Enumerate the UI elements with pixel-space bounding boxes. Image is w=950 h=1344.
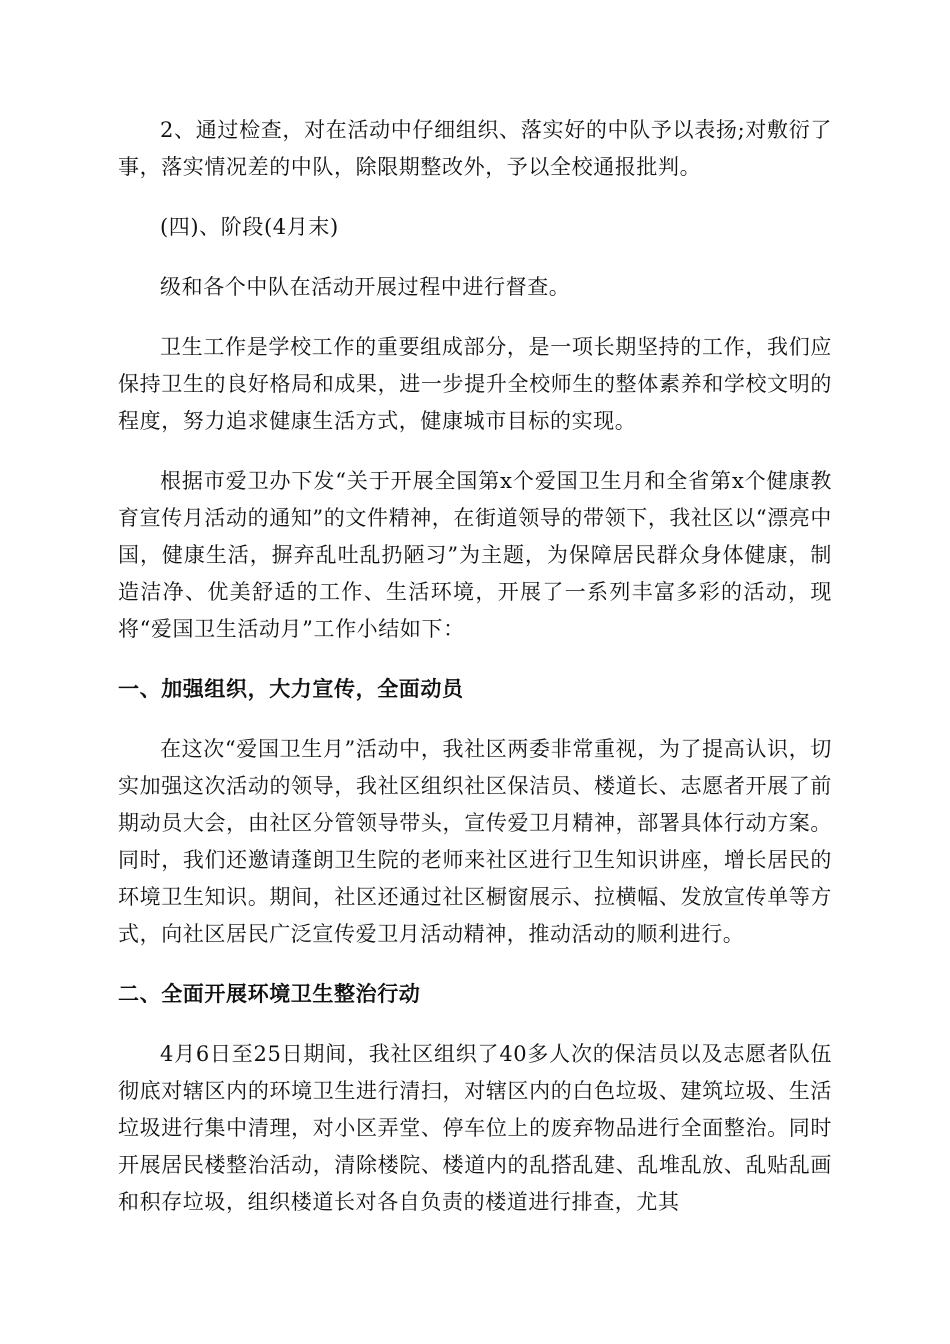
paragraph-organization: 在这次“爱国卫生月”活动中，我社区两委非常重视，为了提高认识，切实加强这次活动的领导，我社区组织社区保洁员、楼道长、志愿者开展了前期动员大会，由社区分管领导带头，宣传爱卫月精神，部署具体行动方案。同时，我们还邀请蓬朗卫生院的老师来社区进行卫生知识讲座，增长居民的环境卫生知识。期间，社区还通过社区橱窗展示、拉横幅、发放宣传单等方式，向社区居民广泛宣传爱卫月活动精神，推动活动的顺利进行。 [118,737,832,946]
document-body [118,112,832,1244]
section-heading-1: 一、加强组织，大力宣传，全面动员 [118,677,464,701]
paragraph-environment: 4月6日至25日期间，我社区组织了40多人次的保洁员以及志愿者队伍彻底对辖区内的环境卫生进行清扫，对辖区内的白色垃圾、建筑垃圾、生活垃圾进行集中清理，对小区弄堂、停车位上的废弃物品进行全面整治。同时开展居民楼整治活动，清除楼院、楼道内的乱搭乱建、乱堆乱放、乱贴乱画和积存垃圾，组织楼道长对各自负责的楼道进行排查，尤其 [118,1042,832,1214]
paragraph-supervision: 级和各个中队在活动开展过程中进行督查。 [160,275,571,299]
paragraph-summary-intro: 根据市爱卫办下发“关于开展全国第x个爱国卫生月和全省第x个健康教育宣传月活动的通知”的文件精神，在街道领导的带领下，我社区以“漂亮中国，健康生活，摒弃乱吐乱扔陋习”为主题，为保障居民群众身体健康，制造洁净、优美舒适的工作、生活环境，开展了一系列丰富多彩的活动，现将“爱国卫生活动月”工作小结如下： [118,469,832,641]
section-heading-2: 二、全面开展环境卫生整治行动 [118,982,421,1006]
paragraph-inspection: 2、通过检查，对在活动中仔细组织、落实好的中队予以表扬;对敷衍了事，落实情况差的中队，除限期整改外，予以全校通报批判。 [118,118,832,179]
paragraph-stage-four: (四)、阶段(4月末) [160,215,339,239]
paragraph-hygiene-work: 卫生工作是学校工作的重要组成部分，是一项长期坚持的工作，我们应保持卫生的良好格局和成果，进一步提升全校师生的整体素养和学校文明的程度，努力追求健康生活方式，健康城市目标的实现。 [118,335,832,433]
